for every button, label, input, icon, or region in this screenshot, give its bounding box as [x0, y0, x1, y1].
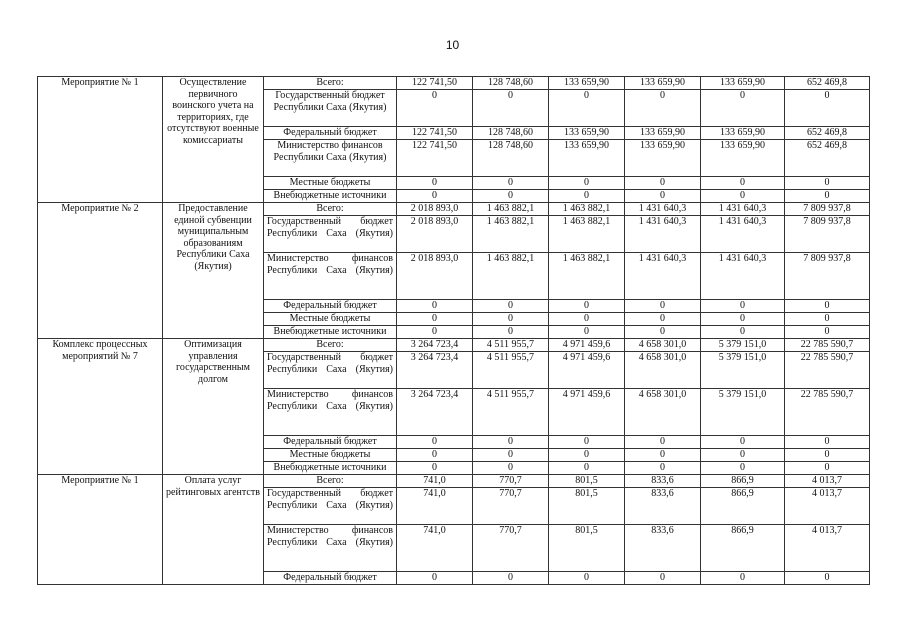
- value-cell: 122 741,50: [397, 140, 473, 177]
- funding-source: Министерство финансов Республики Саха (Якутия): [264, 253, 397, 300]
- table-row: [38, 475, 870, 488]
- value-cell: 866,9: [701, 525, 785, 572]
- funding-source: Государственный бюджет Республики Саха (Якутия): [264, 352, 397, 389]
- measure-name: Комплекс процессных мероприятий № 7: [38, 339, 163, 475]
- funding-source: Федеральный бюджет: [264, 436, 397, 449]
- measure-description: Осуществление первичного воинского учета на территориях, где отсутствуют военные комиссариаты: [163, 77, 264, 203]
- funding-source: Всего:: [264, 475, 397, 488]
- value-cell: 128 748,60: [473, 140, 549, 177]
- funding-source: Всего:: [264, 339, 397, 352]
- value-cell: 122 741,50: [397, 77, 473, 90]
- value-cell: 0: [473, 90, 549, 127]
- value-cell: 770,7: [473, 525, 549, 572]
- value-cell: 2 018 893,0: [397, 216, 473, 253]
- value-cell: 133 659,90: [701, 127, 785, 140]
- value-cell: 0: [397, 436, 473, 449]
- value-cell: 0: [625, 190, 701, 203]
- value-cell: 4 658 301,0: [625, 339, 701, 352]
- value-cell: 833,6: [625, 488, 701, 525]
- value-cell: 0: [549, 300, 625, 313]
- value-cell: 0: [473, 572, 549, 585]
- value-cell: 0: [397, 313, 473, 326]
- value-cell: 0: [701, 326, 785, 339]
- value-cell: 0: [701, 300, 785, 313]
- value-cell: 0: [473, 326, 549, 339]
- value-cell: 0: [473, 436, 549, 449]
- value-cell: 133 659,90: [625, 77, 701, 90]
- value-cell: 7 809 937,8: [785, 203, 870, 216]
- value-cell: 0: [549, 90, 625, 127]
- value-cell: 0: [701, 449, 785, 462]
- value-cell: 1 463 882,1: [549, 253, 625, 300]
- value-cell: 0: [397, 90, 473, 127]
- value-cell: 1 431 640,3: [701, 203, 785, 216]
- value-cell: 0: [397, 326, 473, 339]
- value-cell: 133 659,90: [701, 140, 785, 177]
- value-cell: 5 379 151,0: [701, 352, 785, 389]
- value-cell: 0: [701, 436, 785, 449]
- funding-source: Местные бюджеты: [264, 313, 397, 326]
- funding-source: Министерство финансов Республики Саха (Якутия): [264, 389, 397, 436]
- value-cell: 833,6: [625, 525, 701, 572]
- value-cell: 1 431 640,3: [701, 216, 785, 253]
- value-cell: 1 431 640,3: [625, 253, 701, 300]
- value-cell: 0: [625, 313, 701, 326]
- value-cell: 0: [625, 462, 701, 475]
- value-cell: 128 748,60: [473, 127, 549, 140]
- value-cell: 4 013,7: [785, 475, 870, 488]
- value-cell: 801,5: [549, 475, 625, 488]
- value-cell: 133 659,90: [701, 77, 785, 90]
- budget-table: [37, 76, 870, 585]
- value-cell: 0: [785, 462, 870, 475]
- value-cell: 0: [473, 177, 549, 190]
- value-cell: 0: [625, 572, 701, 585]
- value-cell: 0: [785, 326, 870, 339]
- measure-description: Оптимизация управления государственным долгом: [163, 339, 264, 475]
- value-cell: 133 659,90: [625, 140, 701, 177]
- value-cell: 128 748,60: [473, 77, 549, 90]
- value-cell: 801,5: [549, 488, 625, 525]
- funding-source: Внебюджетные источники: [264, 190, 397, 203]
- value-cell: 1 463 882,1: [473, 253, 549, 300]
- funding-source: Государственный бюджет Республики Саха (Якутия): [264, 488, 397, 525]
- value-cell: 1 463 882,1: [473, 203, 549, 216]
- measure-description: Оплата услуг рейтинговых агентств: [163, 475, 264, 585]
- value-cell: 133 659,90: [549, 127, 625, 140]
- value-cell: 0: [701, 90, 785, 127]
- value-cell: 1 431 640,3: [701, 253, 785, 300]
- value-cell: 770,7: [473, 475, 549, 488]
- value-cell: 4 658 301,0: [625, 352, 701, 389]
- value-cell: 0: [397, 572, 473, 585]
- value-cell: 0: [785, 300, 870, 313]
- funding-source: Всего:: [264, 203, 397, 216]
- table-row: [38, 339, 870, 352]
- value-cell: 133 659,90: [625, 127, 701, 140]
- value-cell: 741,0: [397, 475, 473, 488]
- value-cell: 0: [625, 436, 701, 449]
- value-cell: 0: [549, 190, 625, 203]
- value-cell: 1 463 882,1: [549, 203, 625, 216]
- funding-source: Внебюджетные источники: [264, 326, 397, 339]
- value-cell: 0: [473, 313, 549, 326]
- value-cell: 0: [549, 449, 625, 462]
- value-cell: 0: [549, 462, 625, 475]
- value-cell: 0: [397, 190, 473, 203]
- value-cell: 0: [549, 572, 625, 585]
- table-row: [38, 203, 870, 216]
- value-cell: 4 971 459,6: [549, 389, 625, 436]
- value-cell: 652 469,8: [785, 140, 870, 177]
- value-cell: 0: [549, 436, 625, 449]
- value-cell: 0: [701, 572, 785, 585]
- value-cell: 652 469,8: [785, 127, 870, 140]
- value-cell: 0: [701, 177, 785, 190]
- value-cell: 0: [549, 177, 625, 190]
- funding-source: Внебюджетные источники: [264, 462, 397, 475]
- value-cell: 0: [785, 190, 870, 203]
- page-number: 10: [445, 38, 460, 52]
- value-cell: 652 469,8: [785, 77, 870, 90]
- value-cell: 0: [625, 326, 701, 339]
- measure-description: Предоставление единой субвенции муниципальным образованиям Республики Саха (Якутия): [163, 203, 264, 339]
- value-cell: 4 971 459,6: [549, 339, 625, 352]
- value-cell: 133 659,90: [549, 77, 625, 90]
- value-cell: 7 809 937,8: [785, 216, 870, 253]
- value-cell: 866,9: [701, 488, 785, 525]
- measure-name: Мероприятие № 1: [38, 77, 163, 203]
- value-cell: 4 013,7: [785, 525, 870, 572]
- measure-name: Мероприятие № 2: [38, 203, 163, 339]
- value-cell: 3 264 723,4: [397, 389, 473, 436]
- value-cell: 22 785 590,7: [785, 352, 870, 389]
- value-cell: 0: [625, 177, 701, 190]
- funding-source: Министерство финансов Республики Саха (Якутия): [264, 525, 397, 572]
- value-cell: 4 511 955,7: [473, 339, 549, 352]
- value-cell: 133 659,90: [549, 140, 625, 177]
- value-cell: 1 463 882,1: [549, 216, 625, 253]
- value-cell: 2 018 893,0: [397, 253, 473, 300]
- value-cell: 0: [701, 462, 785, 475]
- value-cell: 0: [549, 326, 625, 339]
- value-cell: 4 013,7: [785, 488, 870, 525]
- value-cell: 801,5: [549, 525, 625, 572]
- value-cell: 0: [549, 313, 625, 326]
- value-cell: 770,7: [473, 488, 549, 525]
- table-row: [38, 77, 870, 90]
- value-cell: 122 741,50: [397, 127, 473, 140]
- funding-source: Федеральный бюджет: [264, 127, 397, 140]
- funding-source: Министерство финансов Республики Саха (Якутия): [264, 140, 397, 177]
- value-cell: 741,0: [397, 488, 473, 525]
- value-cell: 4 971 459,6: [549, 352, 625, 389]
- value-cell: 0: [397, 300, 473, 313]
- value-cell: 0: [701, 313, 785, 326]
- value-cell: 0: [785, 436, 870, 449]
- value-cell: 5 379 151,0: [701, 339, 785, 352]
- value-cell: 1 463 882,1: [473, 216, 549, 253]
- value-cell: 4 511 955,7: [473, 352, 549, 389]
- funding-source: Всего:: [264, 77, 397, 90]
- funding-source: Федеральный бюджет: [264, 572, 397, 585]
- value-cell: 4 511 955,7: [473, 389, 549, 436]
- value-cell: 0: [473, 300, 549, 313]
- value-cell: 0: [785, 572, 870, 585]
- value-cell: 5 379 151,0: [701, 389, 785, 436]
- value-cell: 0: [785, 449, 870, 462]
- value-cell: 0: [473, 462, 549, 475]
- value-cell: 4 658 301,0: [625, 389, 701, 436]
- funding-source: Местные бюджеты: [264, 177, 397, 190]
- value-cell: 0: [397, 462, 473, 475]
- value-cell: 741,0: [397, 525, 473, 572]
- value-cell: 0: [625, 449, 701, 462]
- measure-name: Мероприятие № 1: [38, 475, 163, 585]
- value-cell: 2 018 893,0: [397, 203, 473, 216]
- value-cell: 0: [473, 190, 549, 203]
- value-cell: 0: [785, 90, 870, 127]
- value-cell: 0: [625, 90, 701, 127]
- value-cell: 22 785 590,7: [785, 389, 870, 436]
- value-cell: 0: [785, 177, 870, 190]
- value-cell: 0: [397, 177, 473, 190]
- value-cell: 3 264 723,4: [397, 339, 473, 352]
- funding-source: Государственный бюджет Республики Саха (Якутия): [264, 216, 397, 253]
- value-cell: 0: [397, 449, 473, 462]
- value-cell: 0: [785, 313, 870, 326]
- funding-source: Федеральный бюджет: [264, 300, 397, 313]
- value-cell: 866,9: [701, 475, 785, 488]
- value-cell: 22 785 590,7: [785, 339, 870, 352]
- funding-source: Государственный бюджет Республики Саха (Якутия): [264, 90, 397, 127]
- value-cell: 833,6: [625, 475, 701, 488]
- funding-source: Местные бюджеты: [264, 449, 397, 462]
- value-cell: 1 431 640,3: [625, 216, 701, 253]
- value-cell: 0: [625, 300, 701, 313]
- value-cell: 0: [473, 449, 549, 462]
- value-cell: 7 809 937,8: [785, 253, 870, 300]
- value-cell: 3 264 723,4: [397, 352, 473, 389]
- value-cell: 1 431 640,3: [625, 203, 701, 216]
- value-cell: 0: [701, 190, 785, 203]
